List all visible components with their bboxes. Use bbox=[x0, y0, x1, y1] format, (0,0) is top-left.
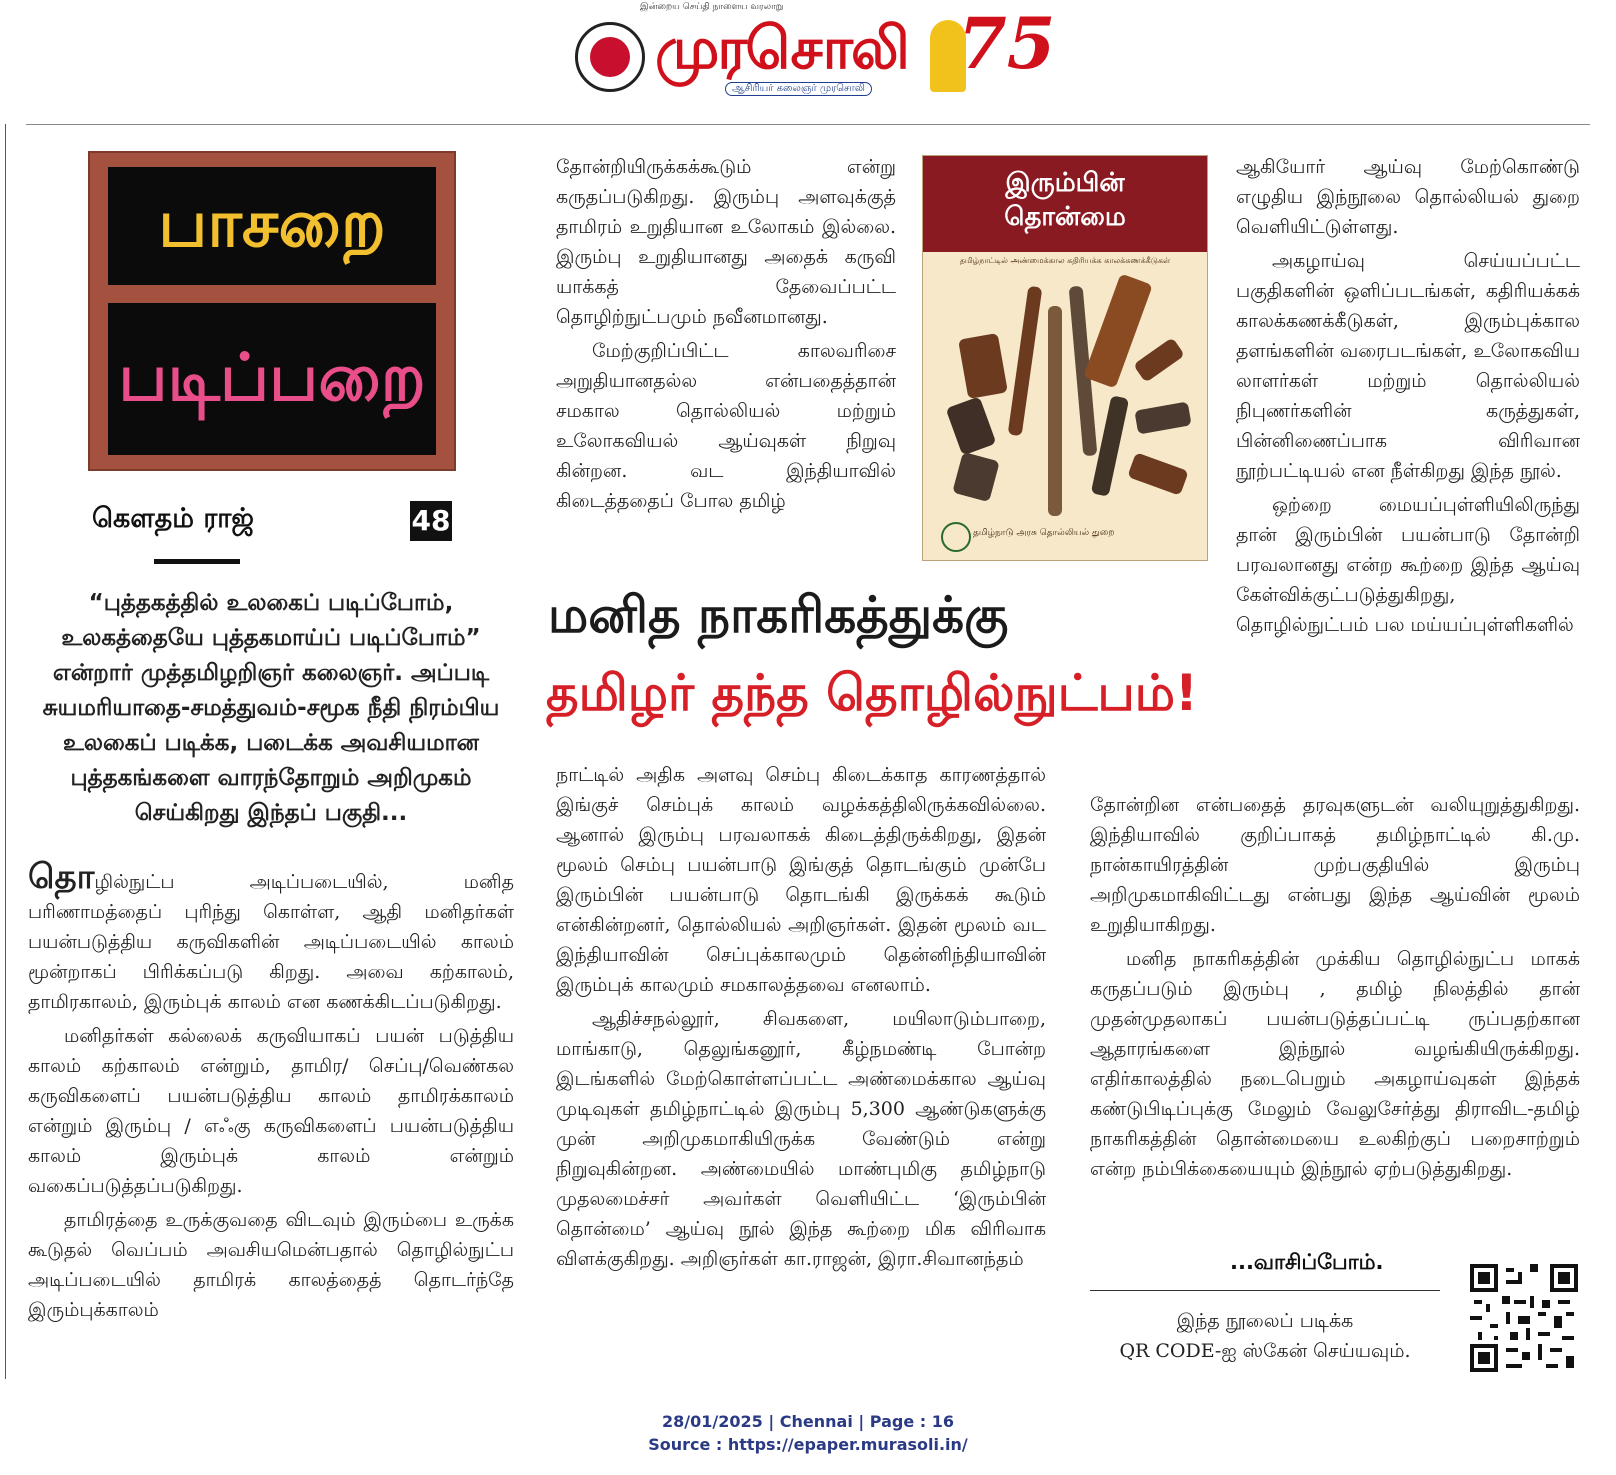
paragraph: தோன்றியிருக்கக்கூடும் என்று கருதப்படுகிறது. இரும்பு அளவுக்குத் தாமிரம் உறுதியான உலோகம் இல்லை. இரும்பு உறுதியானது அதைக் கருவி யாக்கத் தேவைப்பட்ட தொழிற்நுட்பமும் நவீனமானது. bbox=[556, 156, 896, 328]
sign-off-rule bbox=[1090, 1290, 1440, 1291]
iron-tool-icon bbox=[958, 333, 1008, 399]
masthead bbox=[560, 0, 1060, 110]
headline-line-2: தமிழர் தந்த தொழில்நுட்பம்! bbox=[546, 664, 1198, 722]
paragraph: ஆகியோர் ஆய்வு மேற்கொண்டு எழுதிய இந்நூலை தொல்லியல் துறை வெளியிட்டுள்ளது. bbox=[1236, 156, 1580, 238]
qr-code-icon[interactable] bbox=[1470, 1264, 1578, 1372]
iron-sword-icon bbox=[1048, 306, 1062, 516]
sign-off: ...வாசிப்போம். bbox=[1230, 1250, 1384, 1274]
column-intro: “புத்தகத்தில் உலகைப் படிப்போம், உலகத்தையே புத்தகமாய்ப் படிப்போம்” என்றார் முத்தமிழறிஞர் கலைஞர். அப்படி சுயமரியாதை-சமத்துவம்-சமூக நீதி நிரம்பிய உலகைப் படிக்க, படைக்க அவசியமான புத்தகங்களை வாரந்தோறும் அறிமுகம் செய்கிறது இந்தப் பகுதி... bbox=[42, 590, 500, 826]
government-seal-icon bbox=[941, 522, 971, 552]
paragraph: ஆதிச்சநல்லூர், சிவகளை, மயிலாடும்பாறை, மாங்காடு, தெலுங்கனூர், கீழ்நமண்டி போன்ற இடங்களில் மேற்கொள்ளப்பட்ட அண்மைக்கால ஆய்வு முடிவுகள் தமிழ்நாட்டில் இரும்பு 5,300 ஆண்டுகளுக்கு முன் அறிமுகமாகியிருக்க வேண்டும் என்று நிறுவுகின்றன. அண்மையில் மாண்புமிகு தமிழ்நாடு முதலமைச்சர் அவர்கள் வெளியிட்ட ‘இரும்பின் தொன்மை’ ஆய்வு நூல் இந்த கூற்றை மிக விரிவாக விளக்குகிறது. அறிஞர்கள் கா.ராஜன், இரா.சிவானந்தம் bbox=[556, 1008, 1046, 1270]
edition-info: 28/01/2025 | Chennai | Page : 16 bbox=[662, 1412, 954, 1431]
book-title-line-2: தொன்மை bbox=[1004, 202, 1126, 232]
source-link[interactable]: Source : https://epaper.murasoli.in/ bbox=[648, 1435, 968, 1454]
paragraph: ஒற்றை மையப்புள்ளியிலிருந்து தான் இரும்பின் பயன்பாடு தோன்றி பரவலானது என்ற கூற்றை இந்த ஆய்வு கேள்விக்குட்படுத்துகிறது, தொழில்நுட்பம் பல மய்யப்புள்ளிகளில் bbox=[1236, 494, 1580, 636]
paragraph: அகழாய்வு செய்யப்பட்ட பகுதிகளின் ஒளிப்படங்கள், கதிரியக்கக் காலக்கணக்கீடுகள், இரும்புக்கால தளங்களின் வரைபடங்கள், உலோகவிய லாளர்கள் மற்றும் தொல்லியல் நிபுணர்களின் கருத்துகள், பின்னிணைப்பாக விரிவான நூற்பட்டியல் என நீள்கிறது இந்த நூல். bbox=[1236, 250, 1580, 482]
article-column-2 bbox=[556, 152, 896, 520]
paragraph: தொழில்நுட்ப அடிப்படையில், மனித பரிணாமத்தைப் புரிந்து கொள்ள, ஆதி மனிதர்கள் பயன்படுத்திய கருவிகளின் அடிப்படையில் காலம் மூன்றாகப் பிரிக்கப்படு கிறது. அவை கற்காலம், தாமிரகாலம், இரும்புக் காலம் என கணக்கிடப்படுகிறது. bbox=[28, 857, 514, 1013]
byline-rule bbox=[154, 559, 240, 564]
paragraph: மனித நாகரிகத்தின் முக்கிய தொழில்நுட்ப மாகக் கருதப்படும் இரும்பு , தமிழ் நிலத்தில் தான் முதன்முதலாகப் பயன்படுத்தப்பட்டி ருப்பதற்கான ஆதாரங்களை இந்நூல் வழங்கியிருக்கிறது. எதிர்காலத்தில் நடைபெறும் அகழாய்வுகள் இந்தக் கண்டுபிடிப்புக்கு மேலும் வேலுசேர்த்து திராவிட-தமிழ் நாகரிகத்தின் தொன்மையை உலகிற்குப் பறைசாற்றும் என்ற நம்பிக்கையையும் இந்நூல் ஏற்படுத்துகிறது. bbox=[1090, 948, 1580, 1180]
qr-instructions: இந்த நூலைப் படிக்க QR CODE-ஐ ஸ்கேன் செய்யவும். bbox=[1119, 1310, 1411, 1362]
page-footer bbox=[0, 1410, 1616, 1456]
article-column-1 bbox=[28, 857, 514, 1329]
banner-word-2: படிப்பறை bbox=[118, 339, 426, 416]
left-margin-rule bbox=[5, 124, 6, 1379]
book-cover-image bbox=[922, 155, 1208, 561]
paragraph: மனிதர்கள் கல்லைக் கருவியாகப் பயன் படுத்திய காலம் கற்காலம் என்றும், தாமிர/ செப்பு/வெண்கல கருவிகளைப் பயன்படுத்திய காலம் தாமிரக்காலம் என்றும் இரும்பு / எஃகு கருவிகளைப் பயன்படுத்திய காலம் இரும்புக் காலம் என்றும் வகைப்படுத்தப்படுகிறது. bbox=[28, 1025, 514, 1197]
drop-cap: தொ bbox=[28, 857, 95, 897]
anniversary-badge: 75 bbox=[958, 2, 1056, 85]
paragraph: தோன்றின என்பதைத் தரவுகளுடன் வலியுறுத்துகிறது. இந்தியாவில் குறிப்பாகத் தமிழ்நாட்டில் கி.மு. நான்காயிரத்தின் முற்பகுதியில் இரும்பு அறிமுகமாகிவிட்டது என்பது இந்த ஆய்வின் மூலம் உறுதியாகிறது. bbox=[1090, 794, 1580, 936]
book-title-line-1: இரும்பின் bbox=[1005, 168, 1125, 198]
article-column-3 bbox=[556, 760, 1046, 1278]
iron-tool-icon bbox=[1127, 452, 1189, 496]
headline-line-1: மனித நாகரிகத்துக்கு bbox=[548, 586, 1009, 644]
masthead-tagline: இன்றைய செய்தி நாளைய வரலாறு bbox=[640, 2, 784, 12]
paragraph: மேற்குறிப்பிட்ட காலவரிசை அறுதியானதல்ல என்பதைத்தான் சமகால தொல்லியல் மற்றும் உலோகவியல் ஆய்வுகள் நிறுவு கின்றன. வட இந்தியாவில் கிடைத்ததைப் போல தமிழ் bbox=[556, 340, 896, 512]
column-banner-art bbox=[88, 151, 456, 471]
iron-tool-icon bbox=[1134, 401, 1191, 434]
book-subtitle: தமிழ்நாட்டில் அண்மைக்கால கதிரியக்க காலக்கணக்கீடுகள் bbox=[959, 256, 1171, 265]
iron-blade-icon bbox=[1008, 286, 1043, 436]
iron-tool-icon bbox=[952, 452, 1000, 502]
episode-number: 48 bbox=[410, 501, 452, 541]
newspaper-logo: முரசொலி bbox=[655, 14, 908, 82]
masthead-subtitle: ஆசிரியர் கலைஞர் முரசொலி bbox=[725, 82, 872, 96]
article-column-4 bbox=[1236, 152, 1580, 644]
book-publisher: தமிழ்நாடு அரசு தொல்லியல் துறை bbox=[973, 528, 1115, 538]
paragraph: நாட்டில் அதிக அளவு செம்பு கிடைக்காத காரணத்தால் இங்குச் செம்புக் காலம் வழக்கத்திலிருக்கவில்லை. ஆனால் இரும்பு பரவலாகக் கிடைத்திருக்கிறது, இதன் மூலம் செம்பு பயன்பாடு இங்குத் தொடங்கும் முன்பே இரும்பின் பயன்பாடு தொடங்கி இருக்கக் கூடும் என்கின்றனர், தொல்லியல் அறிஞர்கள். இதன் மூலம் வட இந்தியாவின் செப்புக்காலமும் தென்னிந்தியாவின் இரும்புக் காலமும் சமகாலத்தவை எனலாம். bbox=[556, 764, 1046, 996]
article-column-5 bbox=[1090, 790, 1580, 1188]
header-divider bbox=[26, 124, 1590, 125]
banner-word-1: பாசறை bbox=[158, 185, 386, 262]
paragraph: தாமிரத்தை உருக்குவதை விடவும் இரும்பை உருக்க கூடுதல் வெப்பம் அவசியமென்பதால் தொழில்நுட்ப அடிப்படையில் தாமிரக் காலத்தைத் தொடர்ந்தே இரும்புக்காலம் bbox=[28, 1209, 514, 1321]
iron-tool-icon bbox=[1133, 337, 1185, 383]
party-emblem-icon bbox=[575, 22, 645, 92]
iron-tool-icon bbox=[946, 396, 997, 455]
author-name: கௌதம் ராஜ் bbox=[92, 503, 254, 534]
